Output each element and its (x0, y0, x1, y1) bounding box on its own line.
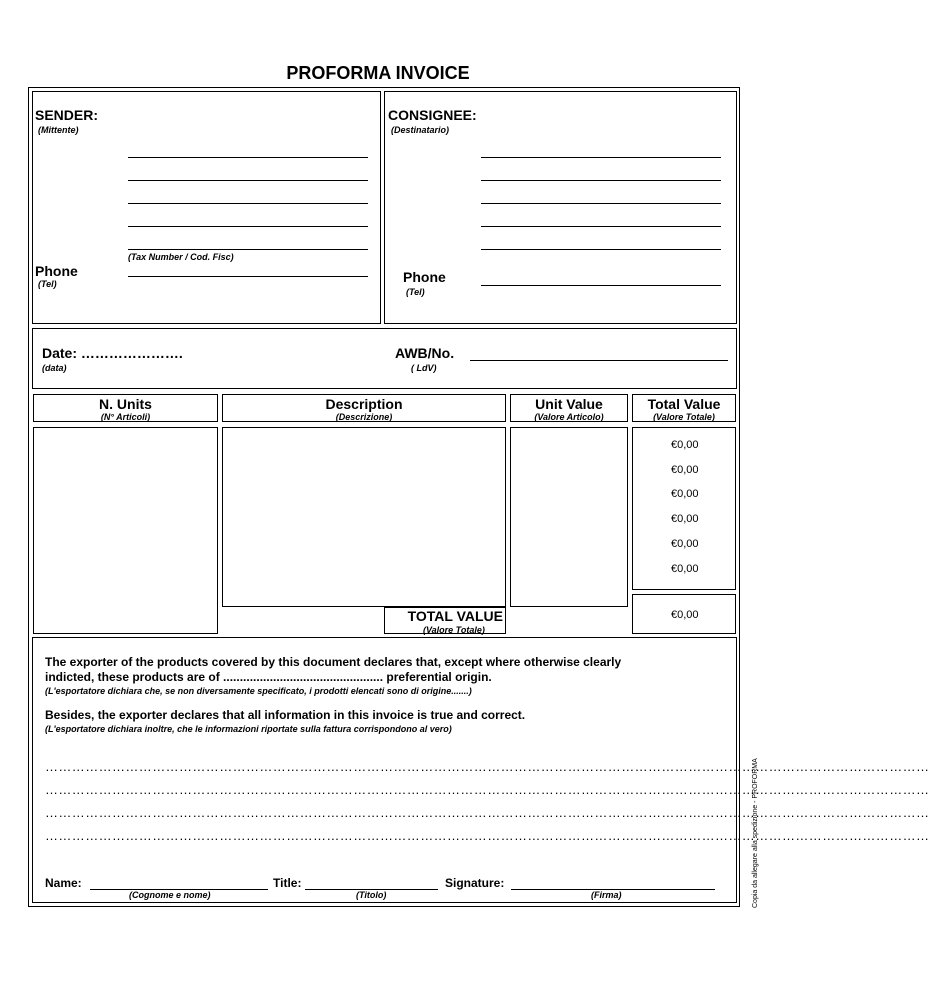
declaration-origin-italian: (L'esportatore dichiara che, se non diversamente specificato, i prodotti elencati sono di origine.......) (45, 686, 472, 696)
notes-dotted-line[interactable]: ……………………………………………………………………………………………………………………………………………………………………………… (45, 782, 929, 797)
consignee-address-line[interactable] (481, 226, 721, 227)
sender-address-line[interactable] (128, 226, 368, 227)
awb-sublabel: ( LdV) (411, 363, 437, 373)
row-total: €0,00 (671, 563, 699, 575)
consignee-phone-label: Phone (403, 269, 446, 285)
notes-dotted-line[interactable]: ……………………………………………………………………………………………………………………………………………………………………………… (45, 759, 929, 774)
header-total-value-label: Total Value (647, 396, 721, 412)
date-awb-section (32, 328, 737, 389)
title-label: Title: (273, 876, 302, 890)
signature-sublabel: (Firma) (591, 890, 622, 900)
sender-phone-label: Phone (35, 263, 78, 279)
sender-section (32, 91, 381, 324)
declaration-truth-line: Besides, the exporter declares that all information in this invoice is true and correct. (45, 708, 526, 722)
header-n-units (33, 394, 218, 422)
consignee-phone-line[interactable] (481, 285, 721, 286)
header-description-sublabel: (Descrizione) (335, 412, 393, 422)
title-sublabel: (Titolo) (356, 890, 387, 900)
name-label: Name: (45, 876, 82, 890)
declaration-truth-italian: (L'esportatore dichiara inoltre, che le informazioni riportate sulla fattura corrispondono al vero) (45, 724, 452, 734)
date-sublabel: (data) (42, 363, 67, 373)
date-label[interactable]: Date: …………………. (42, 345, 183, 361)
grand-total-amount: €0,00 (671, 609, 699, 621)
total-value-label: TOTAL VALUE (407, 608, 503, 624)
declaration-origin-line[interactable]: indicted, these products are of ................................................ preferential origin. (45, 670, 492, 684)
consignee-label: CONSIGNEE: (388, 107, 477, 123)
consignee-phone-sublabel: (Tel) (406, 287, 425, 297)
total-value-label-box (384, 607, 506, 634)
header-total-value-sublabel: (Valore Totale) (653, 412, 715, 422)
side-note: Copia da allegare alla spedizione - PROFORMA (752, 758, 759, 908)
sender-tax-number-line[interactable] (128, 249, 368, 250)
sender-address-line[interactable] (128, 157, 368, 158)
row-total: €0,00 (671, 513, 699, 525)
consignee-address-line[interactable] (481, 249, 721, 250)
name-sublabel: (Cognome e nome) (129, 890, 211, 900)
header-total-value (632, 394, 736, 422)
header-unit-value (510, 394, 628, 422)
header-description (222, 394, 506, 422)
consignee-sublabel: (Destinatario) (391, 125, 450, 135)
sender-sublabel: (Mittente) (38, 125, 79, 135)
consignee-address-line[interactable] (481, 203, 721, 204)
row-total: €0,00 (671, 538, 699, 550)
sender-phone-line[interactable] (128, 276, 368, 277)
consignee-address-line[interactable] (481, 157, 721, 158)
description-column[interactable] (222, 427, 506, 607)
notes-dotted-line[interactable]: ……………………………………………………………………………………………………………………………………………………………………………… (45, 828, 929, 843)
sender-address-line[interactable] (128, 180, 368, 181)
header-n-units-sublabel: (N° Articoli) (100, 412, 151, 422)
awb-number-line[interactable] (470, 360, 728, 361)
grand-total-box (632, 594, 736, 634)
row-total: €0,00 (671, 464, 699, 476)
header-unit-value-label: Unit Value (535, 396, 603, 412)
header-description-label: Description (325, 396, 403, 412)
sender-phone-sublabel: (Tel) (38, 279, 57, 289)
n-units-column[interactable] (33, 427, 218, 634)
consignee-section (384, 91, 737, 324)
row-total: €0,00 (671, 488, 699, 500)
total-value-sublabel: (Valore Totale) (423, 625, 485, 635)
notes-dotted-line[interactable]: ……………………………………………………………………………………………………………………………………………………………………………… (45, 805, 929, 820)
sender-tax-label: (Tax Number / Cod. Fisc) (128, 252, 234, 262)
header-unit-value-sublabel: (Valore Articolo) (534, 412, 604, 422)
sender-label: SENDER: (35, 107, 99, 123)
header-n-units-label: N. Units (99, 396, 152, 412)
declaration-line1: The exporter of the products covered by this document declares that, except where otherwise clearly (45, 655, 622, 669)
consignee-address-line[interactable] (481, 180, 721, 181)
signature-label: Signature: (445, 876, 505, 890)
sender-address-line[interactable] (128, 203, 368, 204)
unit-value-column[interactable] (510, 427, 628, 607)
page-title: PROFORMA INVOICE (286, 63, 470, 83)
row-total: €0,00 (671, 439, 699, 451)
awb-label: AWB/No. (395, 345, 455, 361)
